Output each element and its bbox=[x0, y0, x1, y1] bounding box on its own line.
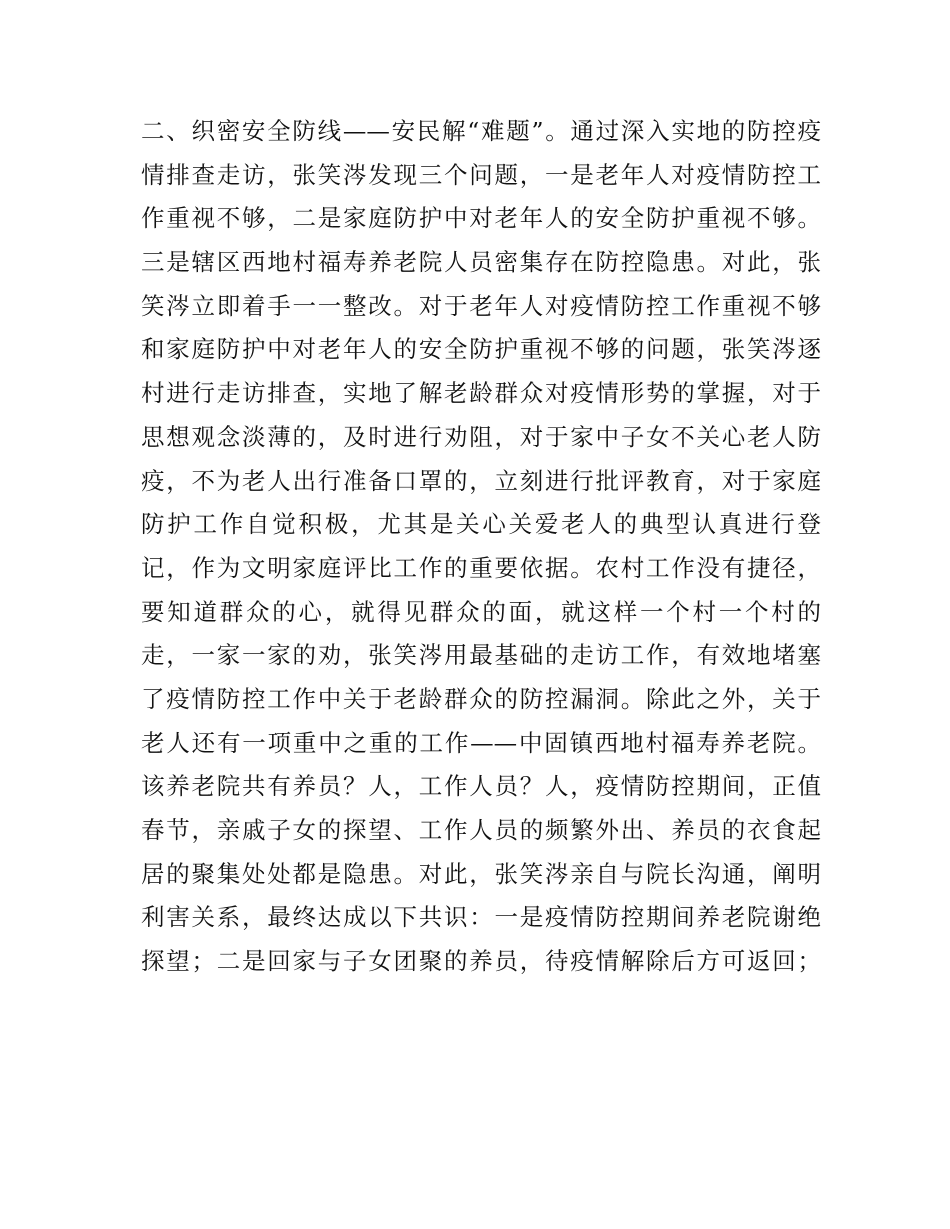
text-line-19: 利害关系，最终达成以下共识：一是疫情防控期间养老院谢绝 bbox=[141, 903, 821, 932]
text-line-4: 三是辖区西地村福寿养老院人员密集存在防控隐患。对此，张 bbox=[141, 248, 821, 277]
text-line-17: 春节，亲戚子女的探望、工作人员的频繁外出、养员的衣食起 bbox=[141, 816, 821, 844]
text-line-13: 走，一家一家的劝，张笑涔用最基础的走访工作，有效地堵塞 bbox=[141, 641, 821, 670]
text-line-1: 二、织密安全防线——安民解“难题”。通过深入实地的防控疫 bbox=[141, 117, 821, 145]
text-line-15: 老人还有一项重中之重的工作——中固镇西地村福寿养老院。 bbox=[141, 728, 821, 757]
text-line-9: 疫，不为老人出行准备口罩的，立刻进行批评教育，对于家庭 bbox=[141, 466, 821, 495]
text-line-3: 作重视不够，二是家庭防护中对老年人的安全防护重视不够。 bbox=[141, 204, 821, 233]
text-line-14: 了疫情防控工作中关于老龄群众的防控漏洞。除此之外，关于 bbox=[141, 684, 821, 713]
text-line-5: 笑涔立即着手一一整改。对于老年人对疫情防控工作重视不够 bbox=[141, 291, 821, 320]
body-paragraph bbox=[141, 110, 821, 984]
text-line-11: 记，作为文明家庭评比工作的重要依据。农村工作没有捷径， bbox=[141, 553, 821, 582]
text-line-16: 该养老院共有养员？人，工作人员？人，疫情防控期间，正值 bbox=[141, 772, 821, 801]
text-line-10: 防护工作自觉积极，尤其是关心关爱老人的典型认真进行登 bbox=[141, 510, 821, 539]
text-line-18: 居的聚集处处都是隐患。对此，张笑涔亲自与院长沟通，阐明 bbox=[141, 859, 821, 888]
text-line-6: 和家庭防护中对老年人的安全防护重视不够的问题，张笑涔逐 bbox=[141, 335, 821, 364]
text-line-12: 要知道群众的心，就得见群众的面，就这样一个村一个村的 bbox=[141, 597, 821, 626]
text-line-2: 情排查走访，张笑涔发现三个问题，一是老年人对疫情防控工 bbox=[141, 160, 821, 189]
text-line-20: 探望；二是回家与子女团聚的养员，待疫情解除后方可返回； bbox=[141, 947, 821, 976]
text-line-8: 思想观念淡薄的，及时进行劝阻，对于家中子女不关心老人防 bbox=[141, 422, 821, 451]
text-line-7: 村进行走访排查，实地了解老龄群众对疫情形势的掌握，对于 bbox=[141, 379, 821, 408]
